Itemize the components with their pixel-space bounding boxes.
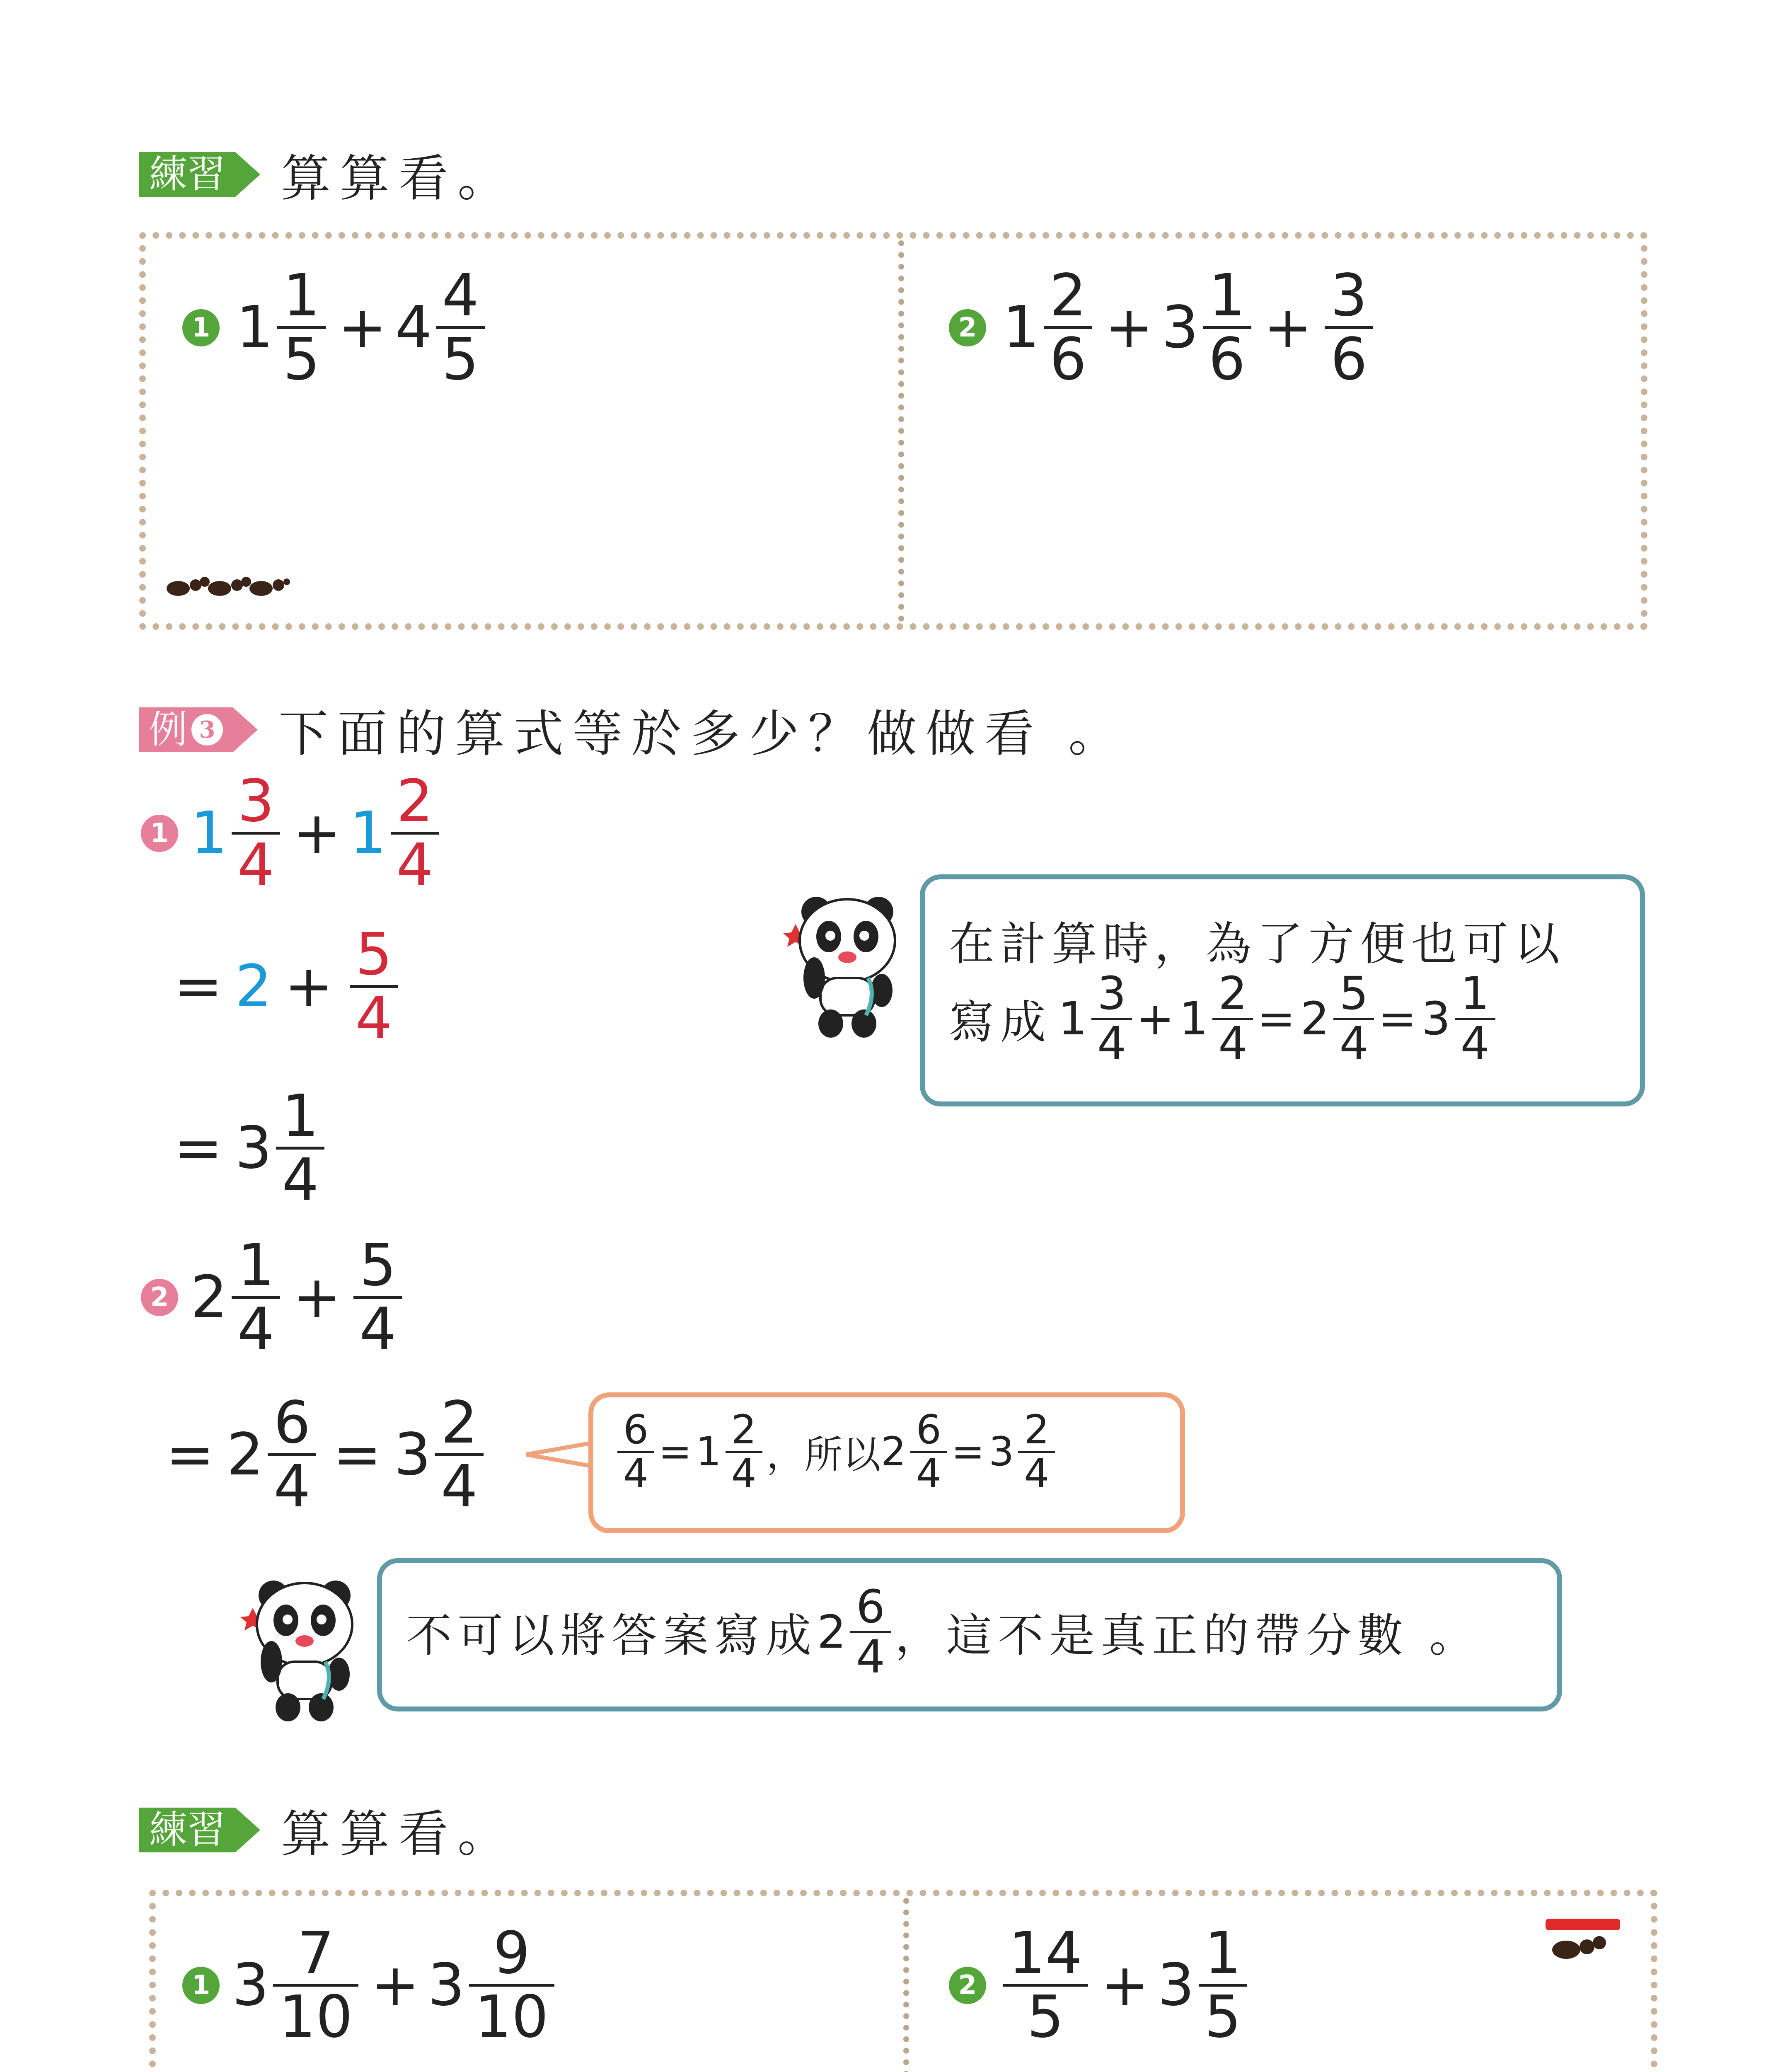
fraction: 5 4 bbox=[1333, 970, 1374, 1067]
whole-number: 2 bbox=[1300, 992, 1330, 1045]
fraction: 6 4 bbox=[617, 1409, 654, 1495]
whole-number: 1 bbox=[1003, 294, 1040, 361]
fraction: 2 4 bbox=[1018, 1409, 1055, 1495]
equals-sign: = bbox=[333, 1421, 382, 1489]
fraction: 1 5 bbox=[277, 265, 326, 390]
practice-heading: 算算看。 bbox=[281, 150, 517, 208]
plus-sign: + bbox=[293, 1264, 341, 1331]
note-text: ，這不是真正的帶分數 。 bbox=[895, 1609, 1480, 1662]
tip-1-line-1: 在計算時，為了方便也可以 bbox=[949, 917, 1565, 971]
example-problem-2 bbox=[141, 1232, 406, 1363]
problem-number-badge: 2 bbox=[949, 1967, 986, 2004]
tag-arrow-icon bbox=[235, 152, 260, 197]
fraction: 5 4 bbox=[350, 924, 398, 1049]
panda-mascot-icon bbox=[779, 887, 916, 1040]
practice-2-header bbox=[139, 1794, 516, 1866]
whole-number: 1 bbox=[1179, 992, 1209, 1045]
example-heading: 下面的算式等於多少？做做看 。 bbox=[278, 705, 1127, 763]
tag-arrow-icon bbox=[235, 1808, 260, 1852]
practice-2-problem-1 bbox=[182, 1920, 559, 2051]
fraction: 2 4 bbox=[391, 771, 439, 896]
fraction: 1 4 bbox=[1455, 970, 1495, 1067]
practice-heading: 算算看。 bbox=[281, 1806, 517, 1863]
panda-mascot-icon bbox=[236, 1571, 373, 1724]
whole-number: 3 bbox=[989, 1428, 1014, 1475]
plus-sign: + bbox=[1263, 294, 1312, 361]
whole-number: 1 bbox=[696, 1428, 721, 1475]
practice-1-problem-1 bbox=[182, 262, 489, 393]
fraction: 14 5 bbox=[1003, 1923, 1088, 2048]
whole-number: 2 bbox=[191, 1264, 228, 1331]
plus-sign: + bbox=[293, 799, 341, 867]
ants-icon bbox=[157, 564, 290, 609]
whole-number: 1 bbox=[1058, 992, 1087, 1045]
example-3-header bbox=[139, 694, 1127, 765]
fraction: 6 4 bbox=[910, 1409, 947, 1495]
equals-sign: = bbox=[174, 953, 223, 1020]
problem-number-badge: 1 bbox=[182, 309, 220, 346]
equals-sign: = bbox=[1257, 992, 1296, 1045]
whole-number: 1 bbox=[349, 799, 387, 867]
fraction: 3 4 bbox=[232, 771, 280, 896]
whole-number: 2 bbox=[880, 1428, 906, 1475]
whole-number: 3 bbox=[232, 1951, 269, 2019]
whole-number: 1 bbox=[236, 294, 273, 361]
fraction: 6 4 bbox=[850, 1583, 891, 1681]
equals-sign: = bbox=[166, 1421, 215, 1489]
fraction: 1 5 bbox=[1199, 1923, 1247, 2048]
example-problem-1-step-2 bbox=[174, 1082, 329, 1214]
practice-1-divider bbox=[898, 240, 904, 622]
fraction: 3 6 bbox=[1325, 265, 1373, 390]
practice-tag: 練習 bbox=[139, 152, 235, 197]
example-tag bbox=[139, 707, 233, 752]
fraction: 1 4 bbox=[276, 1086, 324, 1210]
example-problem-1-step-1 bbox=[174, 921, 402, 1052]
whole-number: 2 bbox=[235, 953, 272, 1020]
whole-number: 3 bbox=[1157, 1951, 1195, 2019]
fraction: 2 6 bbox=[1044, 265, 1092, 390]
tip-2-content bbox=[613, 1406, 1059, 1497]
plus-sign: + bbox=[284, 953, 333, 1020]
example-problem-2-step-1 bbox=[166, 1389, 488, 1520]
note-text: 不可以將答案寫成 bbox=[406, 1609, 817, 1662]
fraction: 9 10 bbox=[469, 1923, 554, 2048]
fraction: 1 4 bbox=[232, 1235, 280, 1360]
fraction: 2 4 bbox=[1212, 970, 1253, 1067]
whole-number: 2 bbox=[227, 1421, 264, 1489]
plus-sign: + bbox=[1105, 294, 1154, 361]
whole-number: 3 bbox=[394, 1421, 431, 1489]
equals-sign: = bbox=[658, 1428, 692, 1475]
plus-sign: + bbox=[1136, 992, 1175, 1045]
problem-number-badge: 2 bbox=[141, 1279, 178, 1316]
plus-sign: + bbox=[371, 1951, 420, 2019]
fraction: 7 10 bbox=[273, 1923, 358, 2048]
plus-sign: + bbox=[338, 294, 387, 361]
whole-number: 3 bbox=[235, 1114, 272, 1182]
tip-2-text: ，所以 bbox=[766, 1433, 881, 1477]
fraction: 3 4 bbox=[1091, 970, 1132, 1067]
practice-2-problem-2 bbox=[949, 1920, 1251, 2051]
plus-sign: + bbox=[1101, 1951, 1149, 2019]
whole-number: 3 bbox=[1161, 294, 1199, 361]
whole-number: 3 bbox=[428, 1951, 465, 2019]
tag-arrow-icon bbox=[233, 707, 258, 752]
whole-number: 2 bbox=[817, 1605, 846, 1658]
tip-1-prefix: 寫成 bbox=[949, 996, 1052, 1049]
practice-tag: 練習 bbox=[139, 1808, 235, 1852]
fraction: 4 5 bbox=[436, 265, 485, 390]
problem-number-badge: 1 bbox=[141, 815, 178, 852]
tip-1-line-2 bbox=[949, 967, 1500, 1070]
whole-number: 4 bbox=[395, 294, 432, 361]
example-number-badge: 3 bbox=[191, 714, 223, 746]
ant-carrying-stick-icon bbox=[1541, 1910, 1624, 1968]
practice-2-divider bbox=[903, 1898, 909, 2072]
fraction: 2 4 bbox=[726, 1409, 762, 1495]
whole-number: 3 bbox=[1421, 992, 1451, 1045]
whole-number: 1 bbox=[191, 799, 228, 867]
equals-sign: = bbox=[951, 1428, 985, 1475]
example-tag-label: 例 bbox=[149, 707, 188, 752]
note-content bbox=[406, 1580, 1480, 1683]
fraction: 1 6 bbox=[1203, 265, 1251, 390]
bubble-pointer-icon bbox=[522, 1438, 597, 1471]
fraction: 2 4 bbox=[435, 1392, 484, 1517]
problem-number-badge: 1 bbox=[182, 1967, 220, 2004]
equals-sign: = bbox=[174, 1114, 223, 1182]
practice-1-header bbox=[139, 139, 516, 210]
fraction: 6 4 bbox=[268, 1392, 316, 1517]
equals-sign: = bbox=[1378, 992, 1417, 1045]
example-problem-1 bbox=[141, 767, 443, 899]
problem-number-badge: 2 bbox=[949, 309, 986, 346]
fraction: 5 4 bbox=[353, 1235, 402, 1360]
practice-1-problem-2 bbox=[949, 262, 1377, 393]
